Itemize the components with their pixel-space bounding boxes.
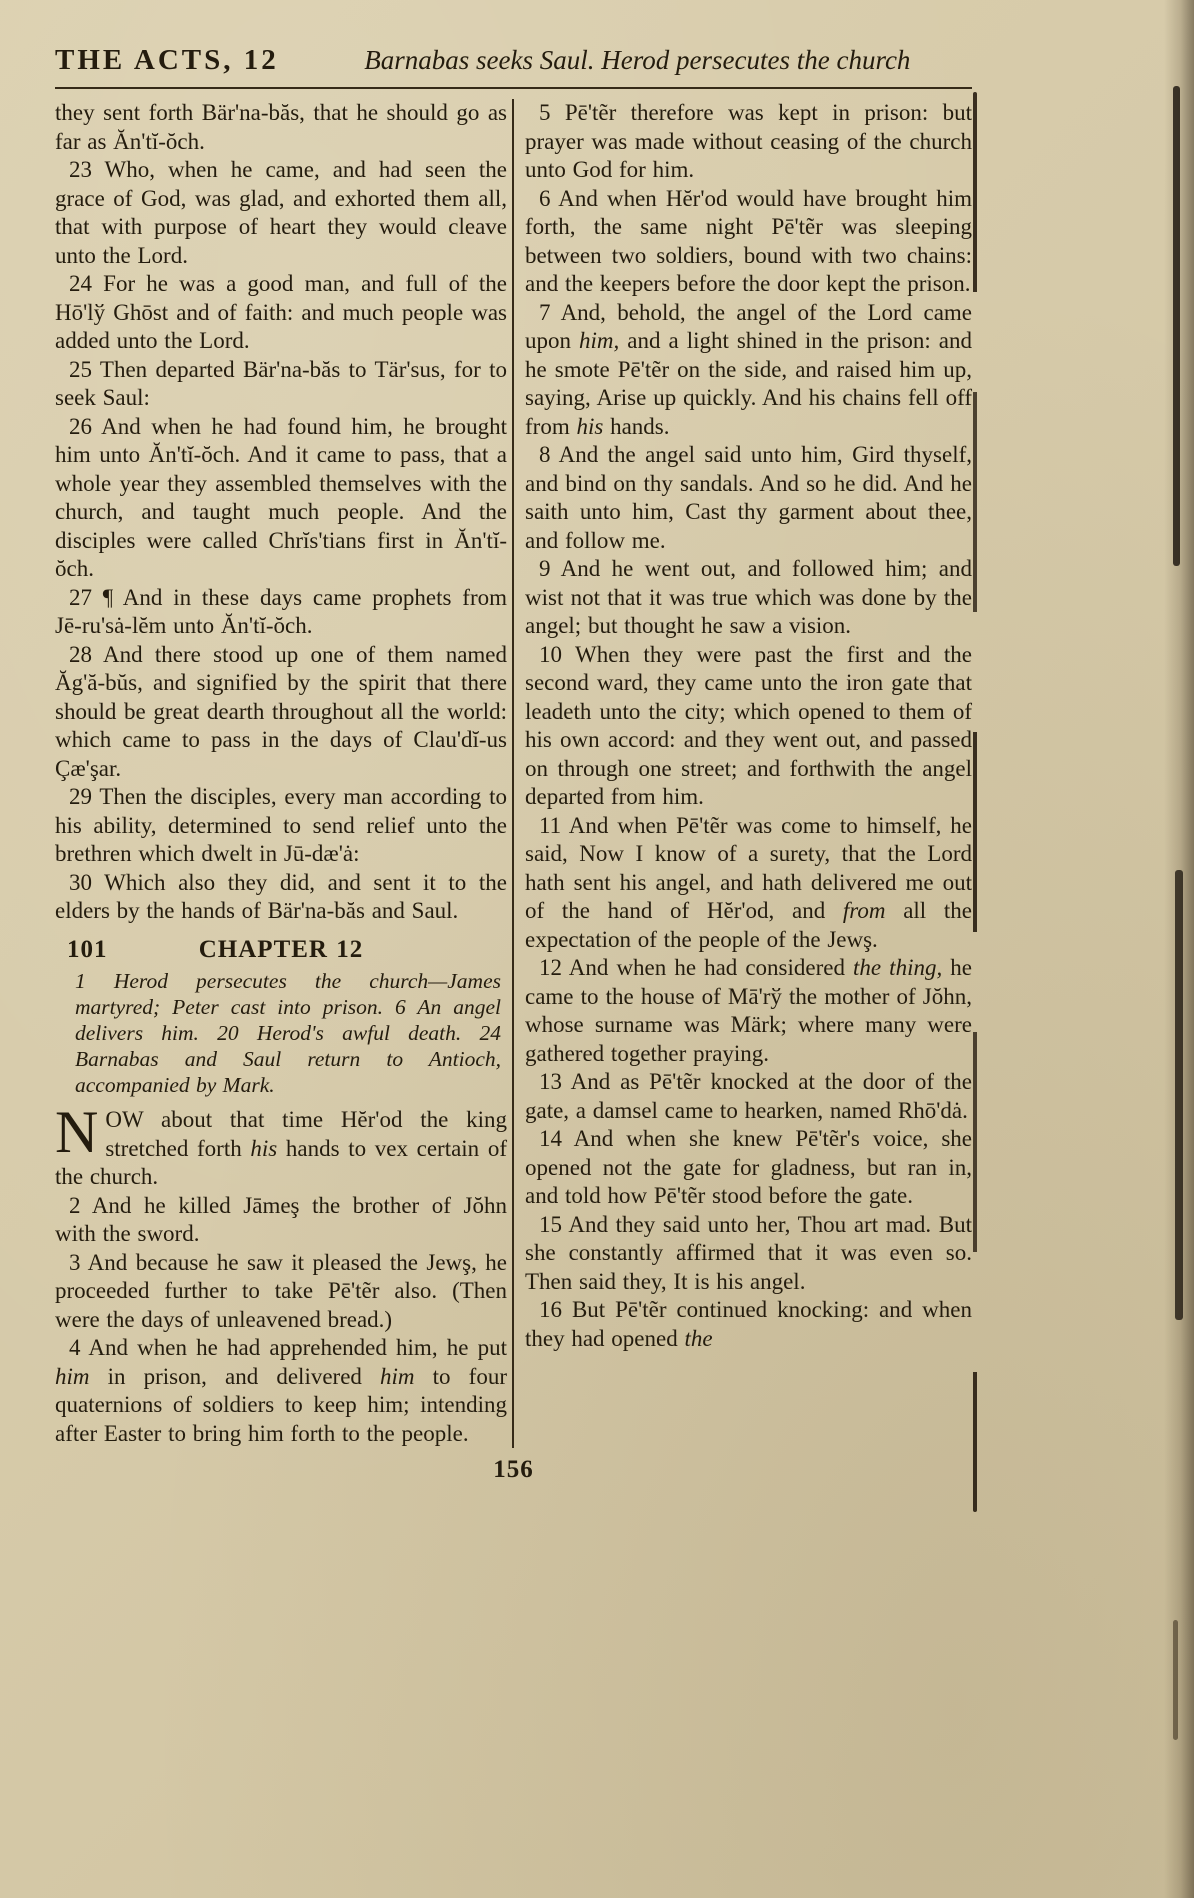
text-columns — [55, 99, 972, 1448]
page-footer — [55, 1456, 972, 1484]
verse-paragraph: 29 Then the disciples, every man according to his ability, determined to send relief unto the brethren which dwelt in Jū-dæ'ȧ: — [55, 784, 507, 866]
drop-cap: N — [55, 1099, 99, 1165]
verse-paragraph: they sent forth Bär'na-băs, that he should go as far as Ăn'tĭ-ŏch. — [55, 100, 507, 154]
verse-paragraph: 10 When they were past the first and the second ward, they came unto the iron gate that leadeth unto the city; which opened to them of his own accord: and they went out, and passed on through one street; and forthwith the angel departed from him. — [525, 641, 972, 809]
page-header — [55, 44, 972, 77]
verse-paragraph: 27 ¶ And in these days came prophets from Jē-ru'sȧ-lĕm unto Ăn'tĭ-ŏch. — [55, 584, 507, 638]
verse-paragraph: 4 And when he had apprehended him, he put him in prison, and delivered him to four quaternions of soldiers to keep him; intending after Easter to bring him forth to the people. — [55, 1335, 507, 1446]
book-edge-mark — [1175, 870, 1183, 1320]
verse-paragraph: 14 And when she knew Pē'tẽr's voice, she opened not the gate for gladness, but ran in, and told how Pē'tẽr stood before the gate. — [525, 1126, 972, 1208]
inner-page-edge-line — [973, 92, 977, 1512]
chapter-side-number: 101 — [67, 935, 108, 963]
verse-paragraph: 12 And when he had considered the thing, he came to the house of Mā'rў the mother of Jŏhn, whose surname was Märk; where many were gathered together praying. — [525, 955, 972, 1066]
verse-paragraph: 8 And the angel said unto him, Gird thyself, and bind on thy sandals. And so he did. And he saith unto him, Cast thy garment about thee, and follow me. — [525, 442, 972, 553]
left-column — [55, 99, 507, 1448]
verse-paragraph: 25 Then departed Bär'na-băs to Tär'sus, for to seek Saul: — [55, 356, 507, 410]
column-divider — [512, 99, 514, 1448]
chapter-title: CHAPTER 12 — [198, 935, 364, 963]
verse-paragraph: 23 Who, when he came, and had seen the grace of God, was glad, and exhorted them all, that with purpose of heart they would cleave unto the Lord. — [55, 157, 507, 268]
verse-paragraph: 24 For he was a good man, and full of the Hō'lў Ghōst and of faith: and much people was added unto the Lord. — [55, 271, 507, 353]
verse-paragraph: 26 And when he had found him, he brought him unto Ăn'tĭ-ŏch. And it came to pass, that a whole year they assembled themselves with the church, and taught much people. And the disciples were called Chrĭs'tians first in Ăn'tĭ-ŏch. — [55, 413, 507, 581]
verse-paragraph: 15 And they said unto her, Thou art mad. But she constantly affirmed that it was even so. Then said they, It is his angel. — [525, 1211, 972, 1294]
book-edge-mark — [1173, 1620, 1178, 1740]
running-head: Barnabas seeks Saul. Herod persecutes the church — [364, 45, 911, 75]
verse-paragraph: 30 Which also they did, and sent it to the elders by the hands of Bär'na-băs and Saul. — [55, 869, 507, 923]
chapter-heading — [55, 936, 507, 965]
book-edge-mark — [1173, 86, 1180, 566]
verse-paragraph: 3 And because he saw it pleased the Jewş, he proceeded further to take Pē'tẽr also. (Then were the days of unleavened bread.) — [55, 1249, 507, 1332]
verse-paragraph: 5 Pē'tẽr therefore was kept in prison: but prayer was made without ceasing of the church unto God for him. — [525, 100, 972, 182]
right-column — [525, 99, 972, 1448]
verse-paragraph: 16 But Pē'tẽr continued knocking: and when they had opened the — [525, 1297, 972, 1351]
verse-paragraph-dropcap: NOW about that time Hĕr'od the king stretched forth his hands to vex certain of the church. — [55, 1099, 507, 1189]
verse-paragraph: 13 And as Pē'tẽr knocked at the door of the gate, a damsel came to hearken, named Rhō'dȧ. — [525, 1069, 972, 1123]
text-block — [55, 44, 972, 1484]
verse-paragraph: 6 And when Hĕr'od would have brought him forth, the same night Pē'tẽr was sleeping between two soldiers, bound with two chains: and the keepers before the door kept the prison. — [525, 185, 972, 296]
page-number: 156 — [493, 1456, 534, 1483]
verse-paragraph: 7 And, behold, the angel of the Lord came upon him, and a light shined in the prison: and he smote Pē'tẽr on the side, and raised him up, saying, Arise up quickly. And his chains fell off from his hands. — [525, 299, 973, 439]
verse-paragraph: 28 And there stood up one of them named Ăg'ă-bŭs, and signified by the spirit that there should be great dearth throughout all the world: which came to pass in the days of Clau'dĭ-us Çæ'şar. — [55, 641, 507, 781]
header-rule — [55, 87, 972, 89]
verse-paragraph: 2 And he killed Jāmeş the brother of Jŏhn with the sword. — [55, 1192, 507, 1246]
book-title: THE ACTS, 12 — [55, 44, 279, 76]
verse-paragraph: 9 And he went out, and followed him; and wist not that it was true which was done by the angel; but thought he saw a vision. — [525, 556, 972, 638]
chapter-summary: 1 Herod persecutes the church—James martyred; Peter cast into prison. 6 An angel delivers him. 20 Herod's awful death. 24 Barnabas and Saul return to Antioch, accompanied by Mark. — [75, 969, 501, 1097]
verse-paragraph: 11 And when Pē'tẽr was come to himself, he said, Now I know of a surety, that the Lord hath sent his angel, and hath delivered me out of the hand of Hĕr'od, and from all the expectation of the people of the Jewş. — [525, 812, 972, 952]
